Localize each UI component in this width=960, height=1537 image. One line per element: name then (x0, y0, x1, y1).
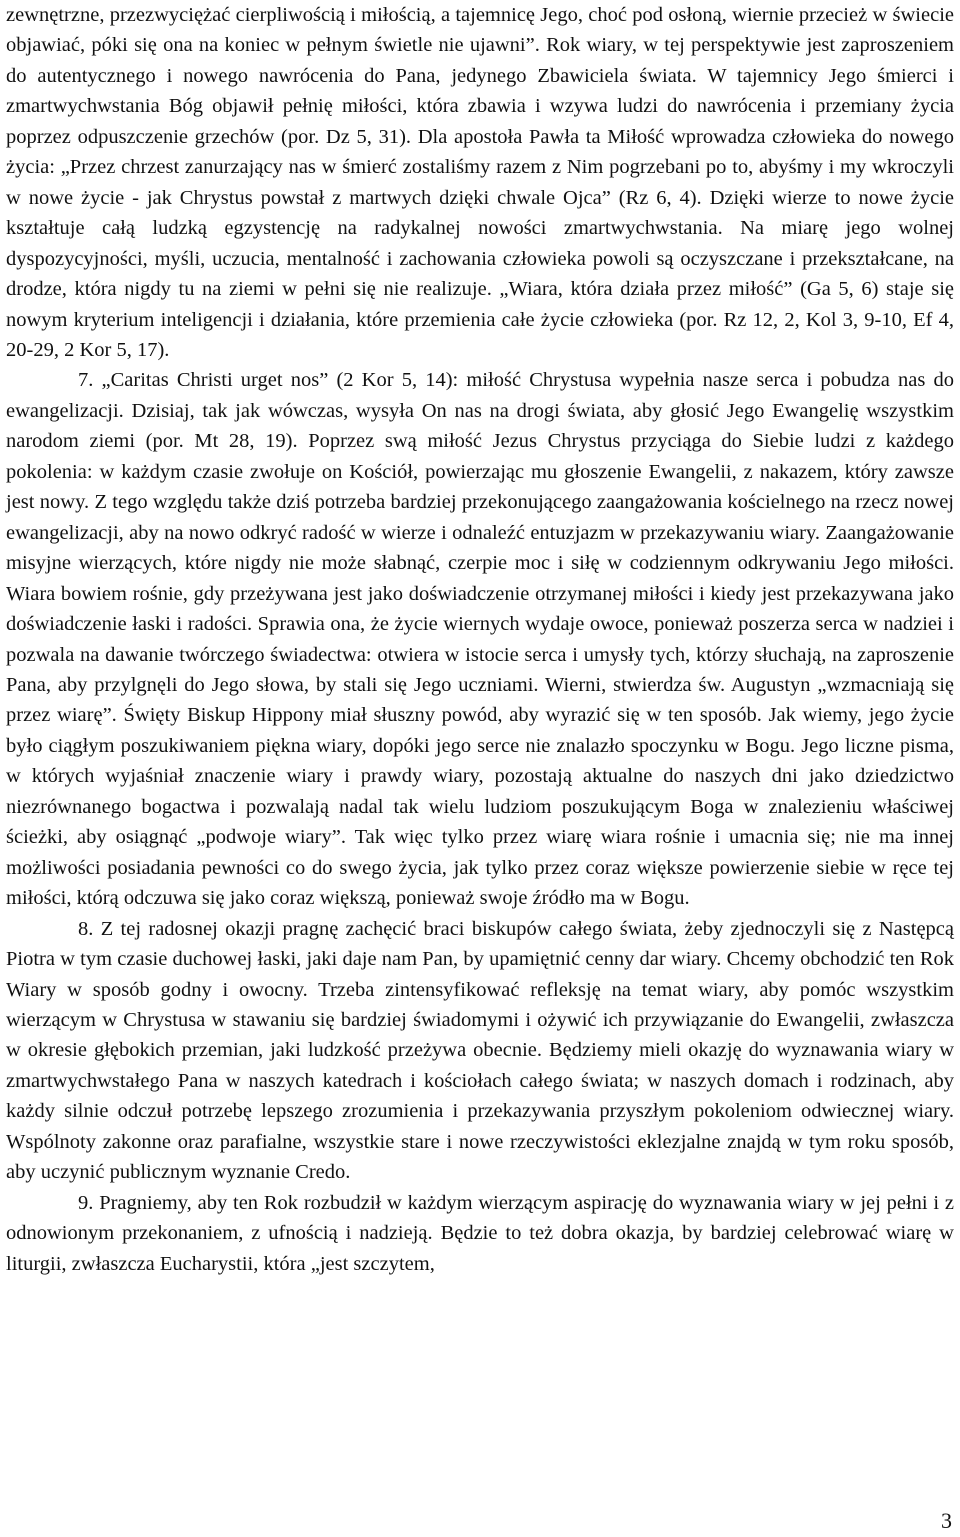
paragraph-text: Pragniemy, aby ten Rok rozbudził w każdym wierzącym aspirację do wyznawania wiary w jej pełni i z odnowionym przekonaniem, z ufnością i nadzieją. Będzie to też dobra okazja, by bardziej celebrować wiarę w liturgii, zwłaszcza Eucharystii, która „jest szczytem, (6, 1191, 954, 1275)
paragraph-number: 9. (78, 1191, 94, 1214)
page-number: 3 (941, 1508, 952, 1533)
paragraph-8 (6, 914, 954, 1188)
paragraph-continuation (6, 0, 954, 365)
paragraph-text: Z tej radosnej okazji pragnę zachęcić braci biskupów całego świata, żeby zjednoczyli się z Następcą Piotra w tym czasie duchowej łaski, jaki daje nam Pan, by upamiętnić cenny dar wiary. Chcemy obchodzić ten Rok Wiary w sposób godny i owocny. Trzeba zintensyfikować refleksję na temat wiary, aby pomóc wszystkim wierzącym w Chrystusa w stawaniu się bardziej świadomymi i ożywić ich przywiązanie do Ewangelii, zwłaszcza w okresie głębokich przemian, jaki ludzkość przeżywa obecnie. Będziemy mieli okazję do wyznawania wiary w zmartwychwstałego Pana w naszych katedrach i kościołach całego świata; w naszych domach i rodzinach, aby każdy silnie odczuł potrzebę lepszego zrozumienia i przekazywania przyszłym pokoleniom odwiecznej wiary. Wspólnoty zakonne oraz parafialne, wszystkie stare i nowe rzeczywistości eklezjalne znajdą w tym roku sposób, aby uczynić publicznym wyznanie Credo. (6, 917, 954, 1184)
document-page (6, 0, 954, 1279)
paragraph-text: zewnętrzne, przezwyciężać cierpliwością i miłością, a tajemnicę Jego, choć pod osłoną, wiernie przecież w świecie objawiać, póki się ona na koniec w pełnym świetle nie ujawni”. Rok wiary, w tej perspektywie jest zaproszeniem do autentycznego i nowego nawrócenia do Pana, jedynego Zbawiciela świata. W tajemnicy Jego śmierci i zmartwychwstania Bóg objawił pełnię miłości, która zbawia i wzywa ludzi do nawrócenia i przemiany życia poprzez odpuszczenie grzechów (por. Dz 5, 31). Dla apostoła Pawła ta Miłość wprowadza człowieka do nowego życia: „Przez chrzest zanurzający nas w śmierć zostaliśmy razem z Nim pogrzebani po to, abyśmy i my wkroczyli w nowe życie - jak Chrystus powstał z martwych dzięki chwale Ojca” (Rz 6, 4). Dzięki wierze to nowe życie kształtuje całą ludzką egzystencję na radykalnej nowości zmartwychwstania. Na miarę jego wolnej dyspozycyjności, myśli, uczucia, mentalność i zachowania człowieka powoli są oczyszczane i przekształcane, na drodze, która nigdy tu na ziemi w pełni się nie realizuje. „Wiara, która działa przez miłość” (Ga 5, 6) staje się nowym kryterium inteligencji i działania, które przemienia całe życie człowieka (por. Rz 12, 2, Kol 3, 9-10, Ef 4, 20-29, 2 Kor 5, 17). (6, 4, 954, 361)
paragraph-number: 7. (78, 369, 94, 392)
paragraph-text: „Caritas Christi urget nos” (2 Kor 5, 14): miłość Chrystusa wypełnia nasze serca i pobudza nas do ewangelizacji. Dzisiaj, tak jak wówczas, wysyła On nas na drogi świata, aby głosić Jego Ewangelię wszystkim narodom ziemi (por. Mt 28, 19). Poprzez swą miłość Jezus Chrystus przyciąga do Siebie ludzi z każdego pokolenia: w każdym czasie zwołuje on Kościół, powierzając mu głoszenie Ewangelii, z nakazem, który zawsze jest nowy. Z tego względu także dziś potrzeba bardziej przekonującego zaangażowania kościelnego na rzecz nowej ewangelizacji, aby na nowo odkryć radość w wierze i odnaleźć entuzjazm w przekazywaniu wiary. Zaangażowanie misyjne wierzących, które nigdy nie może słabnąć, czerpie moc i siłę w codziennym odkrywaniu Jego miłości. Wiara bowiem rośnie, gdy przeżywana jest jako doświadczenie otrzymanej miłości i kiedy jest przekazywana jako doświadczenie łaski i radości. Sprawia ona, że życie wiernych wydaje owoce, ponieważ poszerza serca w nadziei i pozwala na dawanie twórczego świadectwa: otwiera w istocie serca i umysły tych, którzy słuchają, na zaproszenie Pana, aby przylgnęli do Jego słowa, by stali się Jego uczniami. Wierni, stwierdza św. Augustyn „wzmacniają się przez wiarę”. Święty Biskup Hippony miał słuszny powód, aby wyrazić się w ten sposób. Jak wiemy, jego życie było ciągłym poszukiwaniem piękna wiary, dopóki jego serce nie znalazło spoczynku w Bogu. Jego liczne pisma, w których wyjaśniał znaczenie wiary i prawdy wiary, pozostają aktualne do naszych dni jako dziedzictwo niezrównanego bogactwa i pozwalają nadal tak wielu ludziom poszukującym Boga w znalezieniu właściwej ścieżki, aby osiągnąć „podwoje wiary”. Tak więc tylko przez wiarę wiara rośnie i umacnia się; nie ma innej możliwości posiadania pewności co do swego życia, jak tylko przez coraz większe powierzenie siebie w ręce tej miłości, którą odczuwa się jako coraz większą, ponieważ swoje źródło ma w Bogu. (6, 369, 954, 910)
paragraph-number: 8. (78, 917, 94, 940)
paragraph-9 (6, 1188, 954, 1279)
paragraph-7 (6, 365, 954, 913)
